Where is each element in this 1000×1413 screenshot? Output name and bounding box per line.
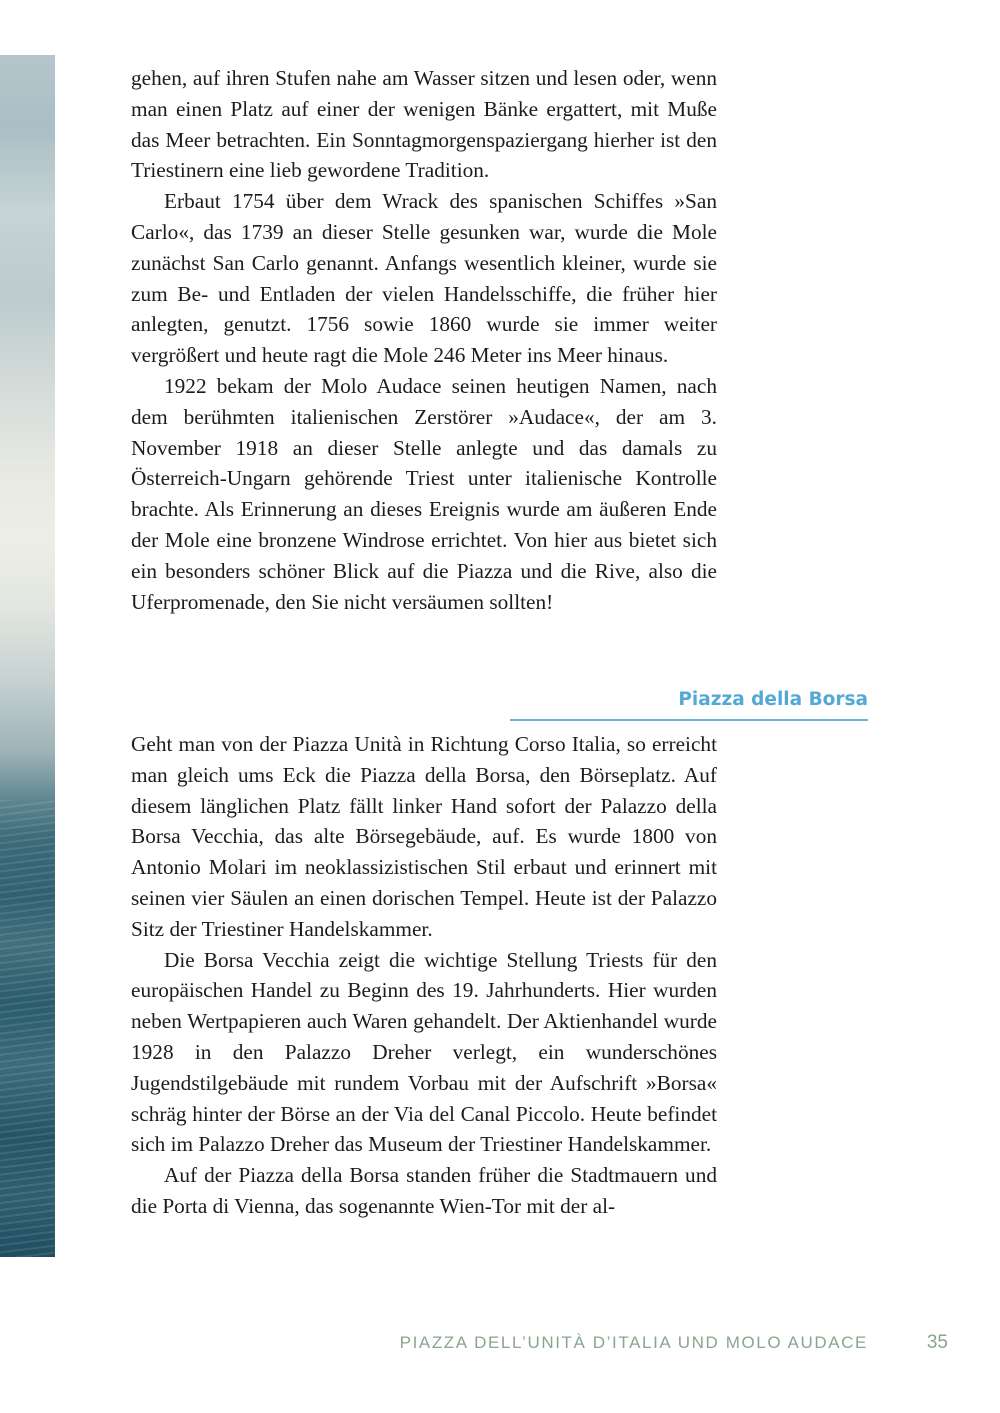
- page-number: 35: [926, 1332, 948, 1353]
- paragraph: Auf der Piazza della Borsa standen früher die Stadtmauern und die Porta di Vienna, das sogenannte Wien-Tor mit der al-: [131, 1163, 717, 1218]
- paragraph: gehen, auf ihren Stufen nahe am Wasser sitzen und lesen oder, wenn man einen Platz auf einer der wenigen Bänke ergattert, mit Muße das Meer betrachten. Ein Sonntagmorgenspaziergang hierher ist den Triestinern eine lieb gewordene Tradition.: [131, 66, 717, 183]
- paragraph: Die Borsa Vecchia zeigt die wichtige Stellung Triests für den europäischen Handel zu Beginn des 19. Jahrhunderts. Hier wurden neben Wertpapieren auch Waren gehandelt. Der Aktienhandel wurde 1928 in den Palazzo Dreher verlegt, ein wunderschönes Jugendstilgebäude mit rundem Vorbau mit der Aufschrift »Borsa« schräg hinter der Börse an der Via del Canal Piccolo. Heute befindet sich im Palazzo Dreher das Museum der Triestiner Handelskammer.: [131, 947, 717, 1157]
- text-column-top: [131, 63, 717, 617]
- paragraph: 1922 bekam der Molo Audace seinen heutigen Namen, nach dem berühmten italienischen Zerstörer »Audace«, der am 3. November 1918 an dieser Stelle anlegte und das damals zu Österreich-Ungarn gehörende Triest unter italienische Kontrolle brachte. Als Erinnerung an dieses Ereignis wurde am äußeren Ende der Mole eine bronzene Windrose errichtet. Von hier aus bietet sich ein besonders schöner Blick auf die Piazza und die Rive, also die Uferpromenade, den Sie nicht versäumen sollten!: [131, 373, 717, 614]
- running-footer-title: PIAZZA DELL’UNITÀ D’ITALIA UND MOLO AUDACE: [399, 1333, 868, 1352]
- sea-photo-strip: [0, 55, 55, 1257]
- text-column-bottom: [131, 729, 717, 1222]
- section-heading: Piazza della Borsa: [510, 686, 868, 721]
- paragraph: Geht man von der Piazza Unità in Richtung Corso Italia, so erreicht man gleich ums Eck die Piazza della Borsa, den Börseplatz. Auf diesem länglichen Platz fällt linker Hand sofort der Palazzo della Borsa Vecchia, das alte Börsegebäude, auf. Es wurde 1800 von Antonio Molari im neoklassizistischen Stil erbaut und erinnert mit seinen vier Säulen an einen dorischen Tempel. Heute ist der Palazzo Sitz der Triestiner Handelskammer.: [131, 732, 717, 941]
- paragraph: Erbaut 1754 über dem Wrack des spanischen Schiffes »San Carlo«, das 1739 an dieser Stelle gesunken war, wurde die Mole zunächst San Carlo genannt. Anfangs wesentlich kleiner, wurde sie zum Be- und Entladen der vielen Handelsschiffe, die früher hier anlegten, genutzt. 1756 sowie 1860 wurde sie immer weiter vergrößert und heute ragt die Mole 246 Meter ins Meer hinaus.: [131, 189, 717, 368]
